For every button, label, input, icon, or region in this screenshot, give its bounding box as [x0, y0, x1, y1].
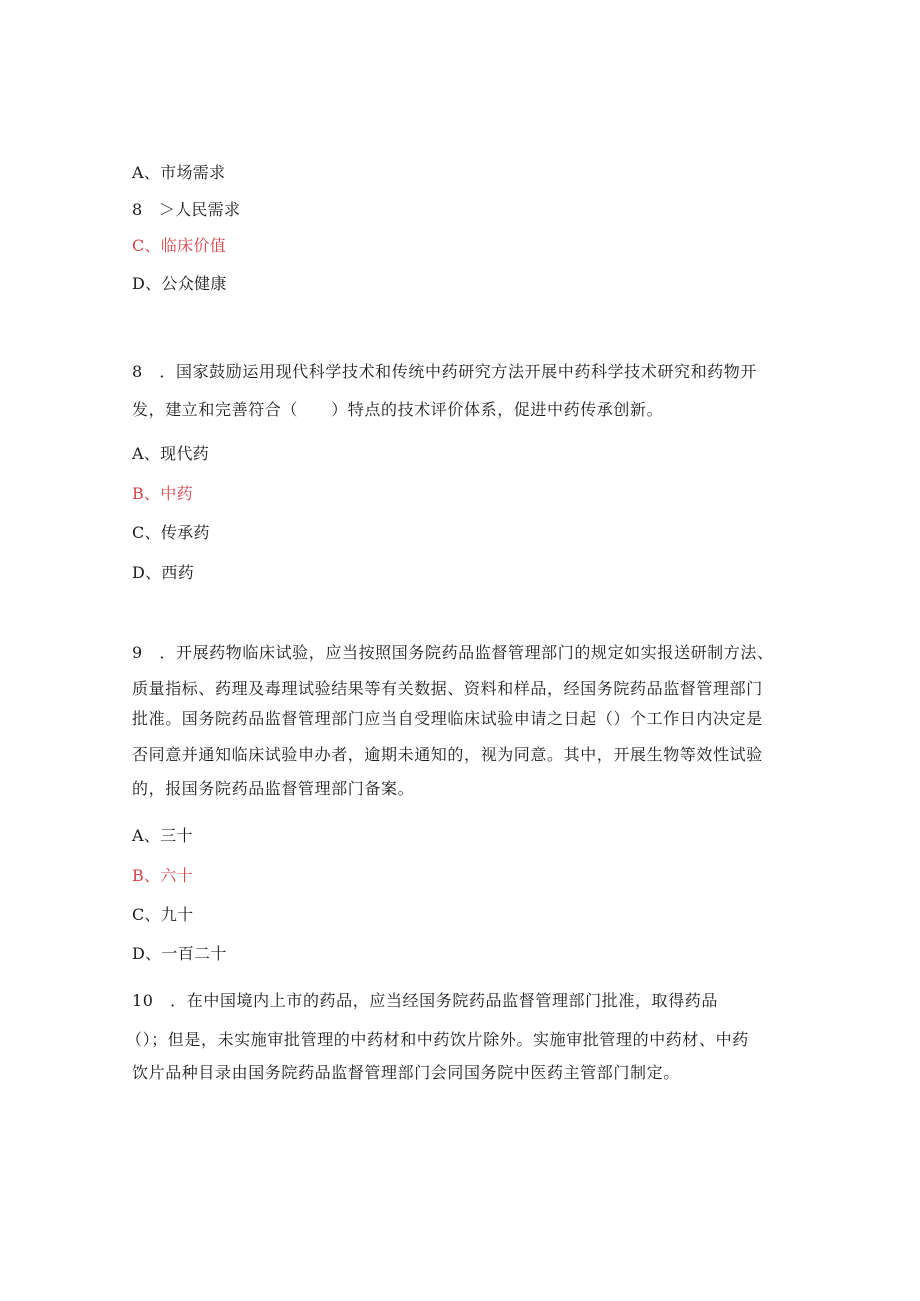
q8-option-d: D、西药	[132, 563, 195, 582]
q9-question-line-1: 9 ．开展药物临床试验，应当按照国务院药品监督管理部门的规定如实报送研制方法、	[132, 643, 774, 662]
q9-option-d: D、一百二十	[132, 944, 227, 963]
q9-question-line-5: 的，报国务院药品监督管理部门备案。	[132, 779, 415, 798]
q8-option-c: C、传承药	[132, 523, 210, 542]
q8-question-line-2: 发，建立和完善符合（ ）特点的技术评价体系，促进中药传承创新。	[132, 400, 664, 419]
q7-option-d: D、公众健康	[132, 274, 227, 293]
q9-option-b-answer: B、六十	[132, 866, 193, 885]
q9-option-a: A、三十	[132, 826, 193, 845]
q8-option-a: A、现代药	[132, 444, 210, 463]
q9-question-line-4: 否同意并通知临床试验申办者，逾期未通知的，视为同意。其中，开展生物等效性试验	[132, 745, 763, 764]
q10-question-line-1: 10 ．在中国境内上市的药品，应当经国务院药品监督管理部门批准，取得药品	[132, 991, 718, 1010]
q10-question-line-2: （）；但是，未实施审批管理的中药材和中药饮片除外。实施审批管理的中药材、中药	[126, 1030, 749, 1049]
q7-option-a: A、市场需求	[132, 163, 226, 182]
q9-question-line-3: 批准。国务院药品监督管理部门应当自受理临床试验申请之日起（）个工作日内决定是	[132, 709, 763, 728]
q7-option-b: 8 ＞人民需求	[132, 200, 241, 219]
q9-option-c: C、九十	[132, 905, 194, 924]
q8-question-line-1: 8 ．国家鼓励运用现代科学技术和传统中药研究方法开展中药科学技术研究和药物开	[132, 362, 757, 381]
q10-question-line-3: 饮片品种目录由国务院药品监督管理部门会同国务院中医药主管部门制定。	[132, 1063, 680, 1082]
q9-question-line-2: 质量指标、药理及毒理试验结果等有关数据、资料和样品，经国务院药品监督管理部门	[132, 679, 763, 698]
q8-option-b-answer: B、中药	[132, 484, 193, 503]
q7-option-c-answer: C、临床价值	[132, 236, 227, 255]
